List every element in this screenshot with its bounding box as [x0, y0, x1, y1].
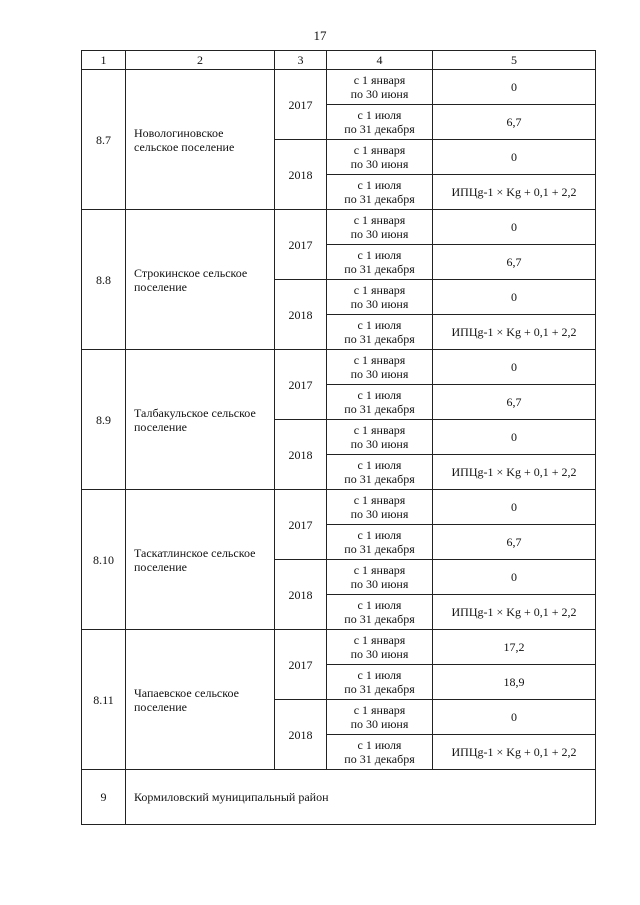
period-line: с 1 июля	[357, 458, 402, 472]
period-cell	[327, 525, 433, 560]
value-cell: 0	[433, 280, 596, 315]
period-cell	[327, 560, 433, 595]
period-line: по 31 декабря	[344, 682, 415, 696]
value-cell: 17,2	[433, 630, 596, 665]
value-cell: 0	[433, 70, 596, 105]
settlement-name-line: поселение	[134, 699, 188, 714]
page-number: 17	[313, 28, 327, 43]
period-cell	[327, 385, 433, 420]
row-number: 9	[82, 770, 126, 825]
period-line: по 30 июня	[350, 227, 409, 241]
period-cell	[327, 665, 433, 700]
table-row	[82, 70, 596, 105]
period-cell	[327, 245, 433, 280]
period-line: по 30 июня	[350, 297, 409, 311]
period-cell	[327, 420, 433, 455]
period-line: с 1 июля	[357, 738, 402, 752]
settlement-name-line: Талбакульское сельское	[134, 405, 256, 420]
value-cell: 0	[433, 560, 596, 595]
value-cell: 0	[433, 210, 596, 245]
period-line: по 31 декабря	[344, 192, 415, 206]
header-cell: 3	[275, 51, 327, 70]
row-number: 8.7	[82, 70, 126, 210]
value-cell: ИПЦg-1 × Kg + 0,1 + 2,2	[433, 455, 596, 490]
settlement-name	[126, 490, 275, 630]
period-line: по 31 декабря	[344, 122, 415, 136]
settlement-name-line: поселение	[134, 419, 188, 434]
value-cell: ИПЦg-1 × Kg + 0,1 + 2,2	[433, 595, 596, 630]
period-line: по 30 июня	[350, 647, 409, 661]
row-number: 8.8	[82, 210, 126, 350]
period-line: с 1 января	[353, 73, 406, 87]
period-line: по 31 декабря	[344, 262, 415, 276]
period-line: с 1 января	[353, 283, 406, 297]
value-cell: 0	[433, 420, 596, 455]
row-number: 8.10	[82, 490, 126, 630]
table-row	[82, 350, 596, 385]
period-cell	[327, 210, 433, 245]
year-cell: 2017	[275, 210, 327, 280]
value-cell: 0	[433, 350, 596, 385]
settlement-name-line: поселение	[134, 279, 188, 294]
settlement-name-line: Чапаевское сельское	[134, 685, 239, 700]
table-row	[82, 490, 596, 525]
period-line: по 30 июня	[350, 507, 409, 521]
period-line: с 1 июля	[357, 528, 402, 542]
year-cell: 2018	[275, 700, 327, 770]
settlement-name	[126, 70, 275, 210]
period-cell	[327, 140, 433, 175]
period-cell	[327, 350, 433, 385]
period-line: с 1 января	[353, 633, 406, 647]
year-cell: 2018	[275, 140, 327, 210]
period-line: по 31 декабря	[344, 402, 415, 416]
year-cell: 2017	[275, 350, 327, 420]
settlement-name-line: Таскатлинское сельское	[134, 545, 256, 560]
period-cell	[327, 490, 433, 525]
value-cell: ИПЦg-1 × Kg + 0,1 + 2,2	[433, 735, 596, 770]
year-cell: 2018	[275, 280, 327, 350]
period-line: с 1 июля	[357, 598, 402, 612]
value-cell: 6,7	[433, 385, 596, 420]
period-cell	[327, 280, 433, 315]
settlement-name	[126, 630, 275, 770]
period-line: с 1 июля	[357, 178, 402, 192]
value-cell: 0	[433, 490, 596, 525]
period-line: с 1 января	[353, 493, 406, 507]
period-cell	[327, 70, 433, 105]
value-cell: 6,7	[433, 245, 596, 280]
period-line: по 30 июня	[350, 437, 409, 451]
settlement-name-line: Новологиновское	[134, 125, 224, 140]
period-cell	[327, 735, 433, 770]
value-cell: 0	[433, 700, 596, 735]
year-cell: 2018	[275, 560, 327, 630]
period-line: по 30 июня	[350, 157, 409, 171]
period-line: с 1 июля	[357, 318, 402, 332]
settlement-name-line: Строкинское сельское	[134, 265, 248, 280]
period-line: с 1 июля	[357, 248, 402, 262]
value-cell: 0	[433, 140, 596, 175]
period-line: с 1 июля	[357, 668, 402, 682]
district-name: Кормиловский муниципальный район	[126, 770, 596, 825]
row-number: 8.11	[82, 630, 126, 770]
period-cell	[327, 105, 433, 140]
tariff-table	[81, 50, 596, 825]
period-cell	[327, 630, 433, 665]
period-line: по 31 декабря	[344, 472, 415, 486]
period-line: с 1 июля	[357, 388, 402, 402]
header-cell: 1	[82, 51, 126, 70]
period-line: по 31 декабря	[344, 542, 415, 556]
value-cell: 6,7	[433, 105, 596, 140]
year-cell: 2017	[275, 70, 327, 140]
settlement-name-line: поселение	[134, 559, 188, 574]
period-line: по 30 июня	[350, 87, 409, 101]
period-line: по 30 июня	[350, 367, 409, 381]
value-cell: ИПЦg-1 × Kg + 0,1 + 2,2	[433, 315, 596, 350]
period-line: по 30 июня	[350, 577, 409, 591]
settlement-name-line: сельское поселение	[134, 139, 235, 154]
value-cell: ИПЦg-1 × Kg + 0,1 + 2,2	[433, 175, 596, 210]
settlement-name	[126, 350, 275, 490]
table-row	[82, 210, 596, 245]
table-header-row	[82, 51, 596, 70]
year-cell: 2017	[275, 630, 327, 700]
period-line: с 1 января	[353, 213, 406, 227]
period-line: по 30 июня	[350, 717, 409, 731]
header-cell: 2	[126, 51, 275, 70]
period-line: с 1 января	[353, 703, 406, 717]
period-line: по 31 декабря	[344, 612, 415, 626]
period-line: по 31 декабря	[344, 752, 415, 766]
period-cell	[327, 700, 433, 735]
period-cell	[327, 455, 433, 490]
settlement-name	[126, 210, 275, 350]
period-cell	[327, 595, 433, 630]
header-cell: 4	[327, 51, 433, 70]
period-line: с 1 января	[353, 563, 406, 577]
period-cell	[327, 315, 433, 350]
period-line: с 1 января	[353, 143, 406, 157]
header-cell: 5	[433, 51, 596, 70]
table-row	[82, 630, 596, 665]
year-cell: 2017	[275, 490, 327, 560]
district-row	[82, 770, 596, 825]
period-line: с 1 января	[353, 423, 406, 437]
period-cell	[327, 175, 433, 210]
year-cell: 2018	[275, 420, 327, 490]
value-cell: 6,7	[433, 525, 596, 560]
row-number: 8.9	[82, 350, 126, 490]
period-line: с 1 июля	[357, 108, 402, 122]
period-line: с 1 января	[353, 353, 406, 367]
value-cell: 18,9	[433, 665, 596, 700]
period-line: по 31 декабря	[344, 332, 415, 346]
